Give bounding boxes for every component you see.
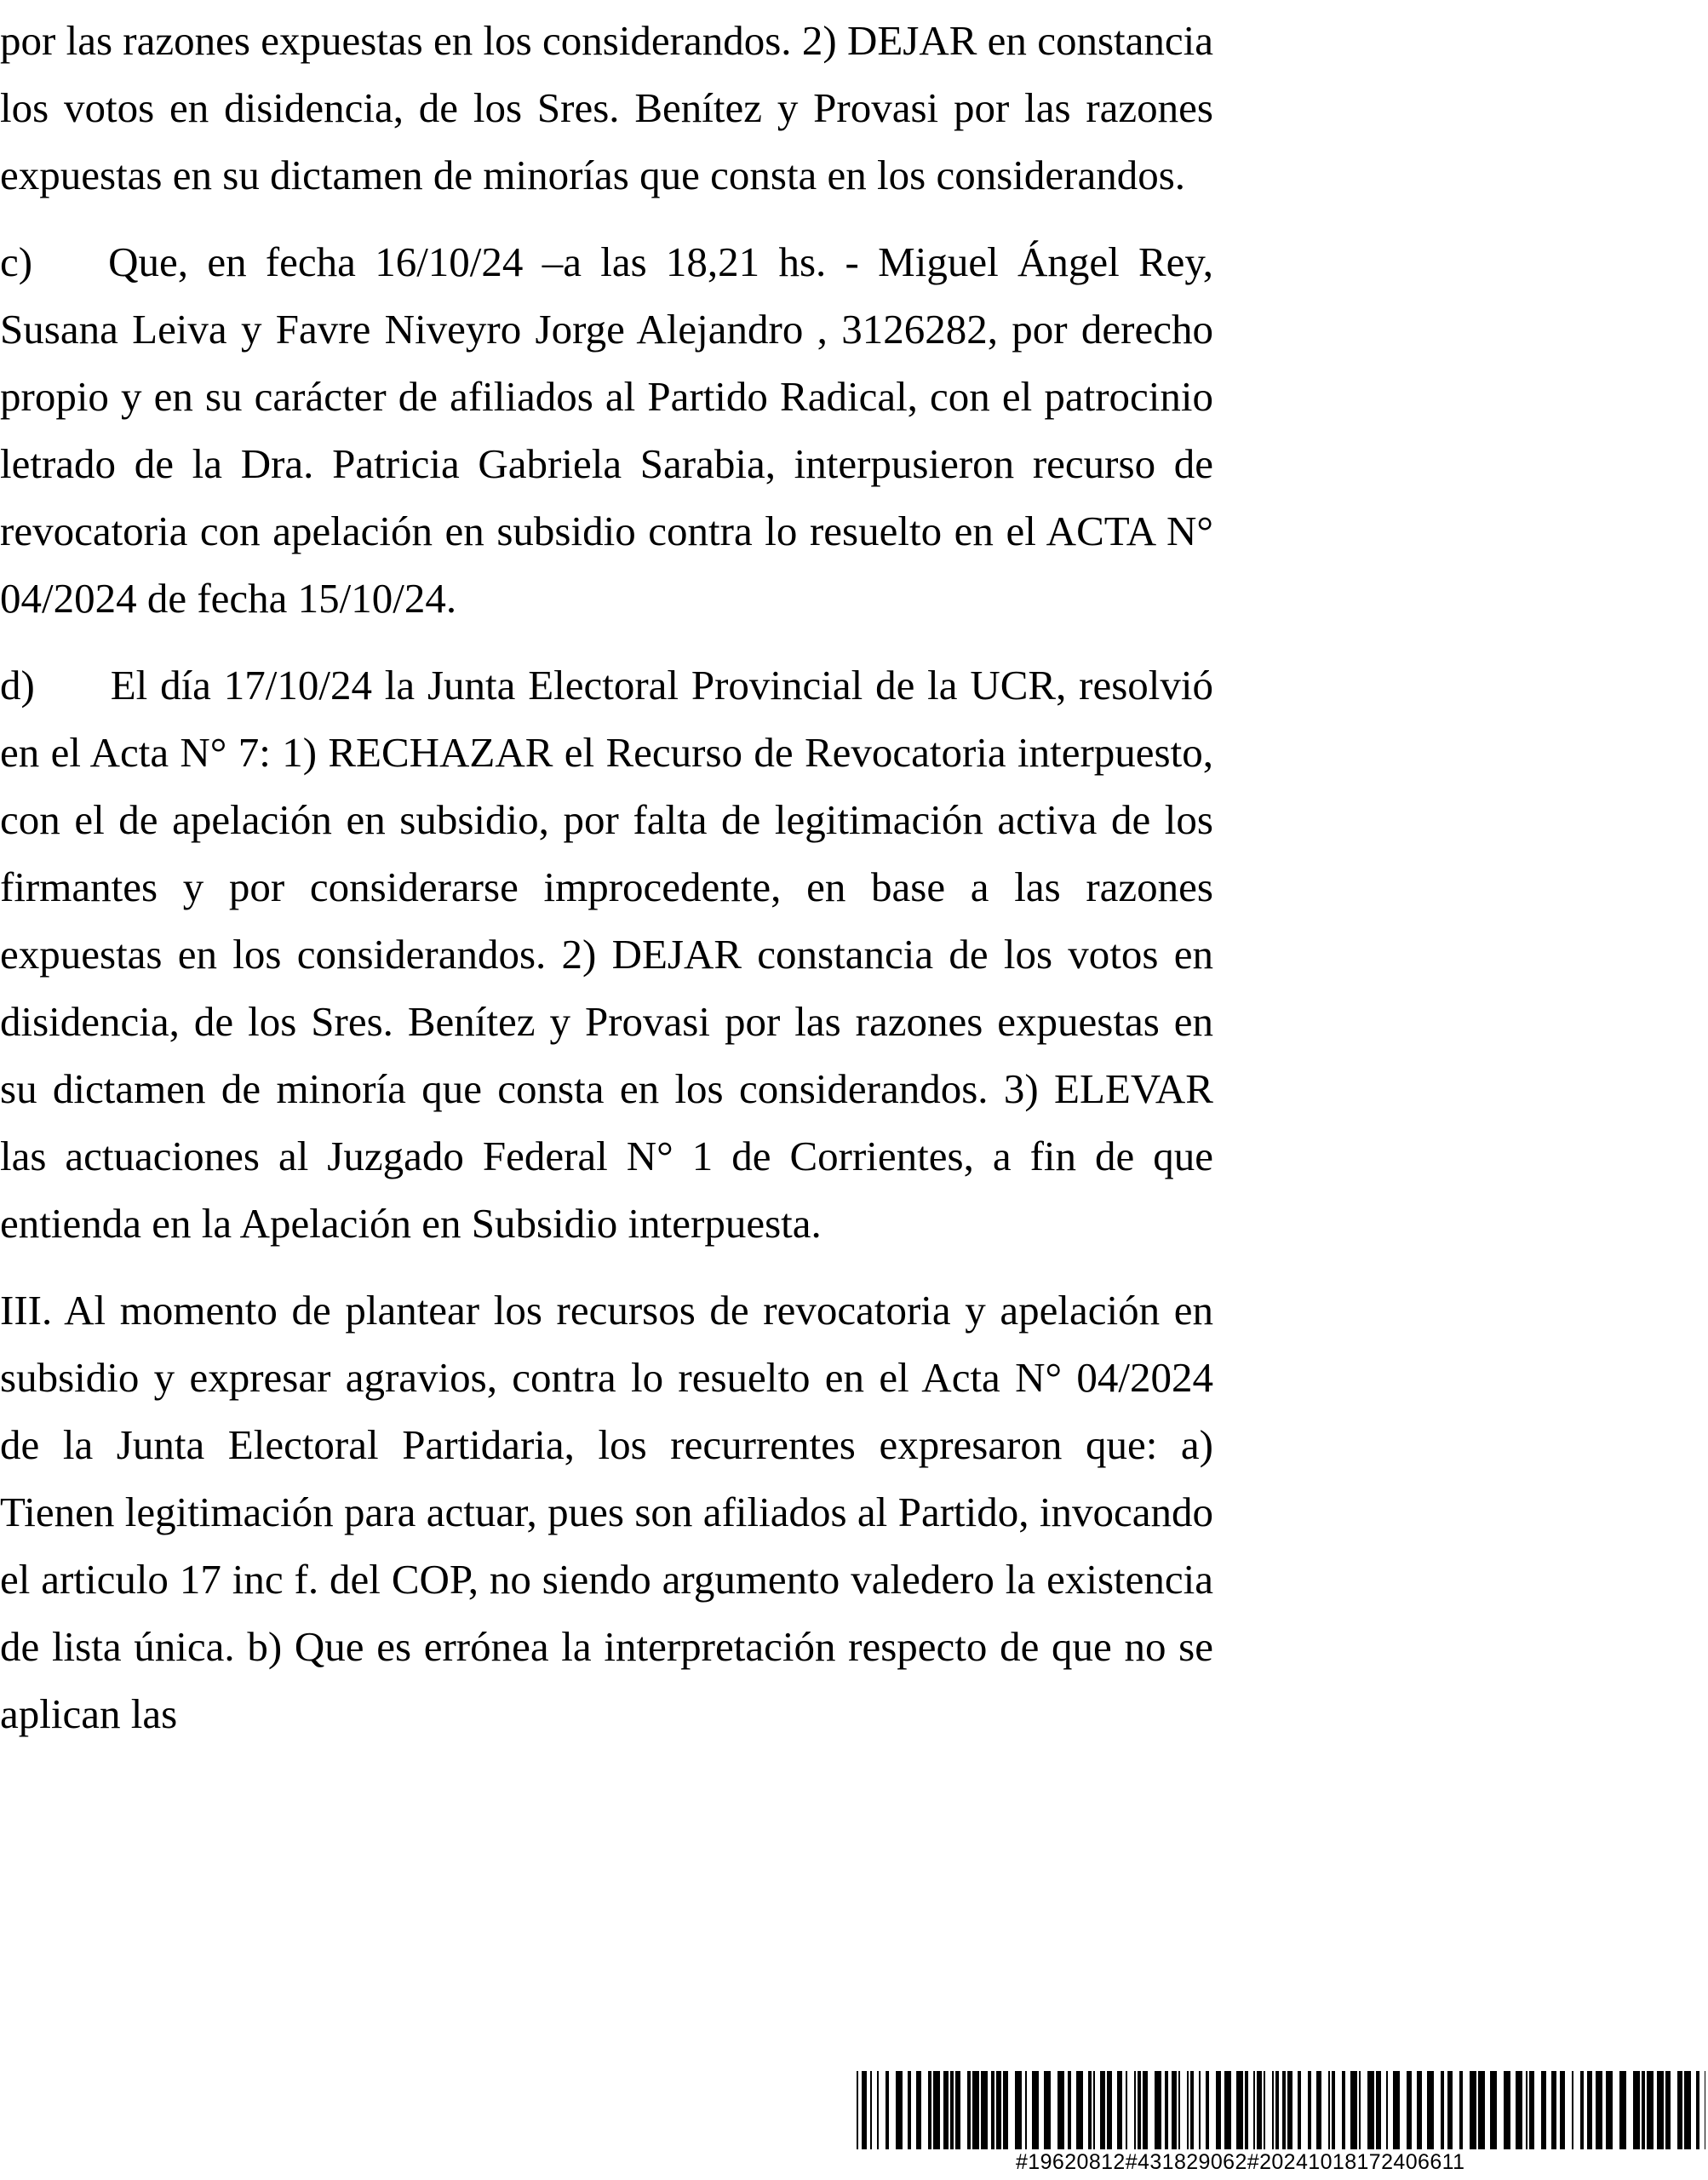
document-barcode <box>854 2071 1708 2180</box>
paragraph-iii-grievances: III. Al momento de plantear los recursos de revocatoria y apelación en subsidio y expresar agravios, contra lo resuelto en el Acta N° 04/2024 de la Junta Electoral Partidaria, los recurrentes expresaron que: a) Tienen legitimación para actuar, pues son afiliados al Partido, invocando el articulo 17 inc f. del COP, no siendo argumento valedero la existencia de lista única. b) Que es errónea la interpretación respecto de que no se aplican las <box>0 1287 1213 1737</box>
barcode-icon <box>854 2071 1708 2149</box>
paragraph-d-electoral-board-ruling: d) El día 17/10/24 la Junta Electoral Provincial de la UCR, resolvió en el Acta N° 7: 1) RECHAZAR el Recurso de Revocatoria interpuesto, con el de apelación en subsidio, por falta de legitimación activa de los firmantes y por considerarse improcedente, en base a las razones expuestas en los considerandos. 2) DEJAR constancia de los votos en disidencia, de los Sres. Benítez y Provasi por las razones expuestas en su dictamen de minoría que consta en los considerandos. 3) ELEVAR las actuaciones al Juzgado Federal N° 1 de Corrientes, a fin de que entienda en la Apelación en Subsidio interpuesta. <box>0 662 1213 1247</box>
barcode-number: #19620812#431829062#20241018172406611 <box>1016 2150 1465 2174</box>
document-body <box>0 7 1213 1747</box>
paragraph-c-revocation-appeal: c) Que, en fecha 16/10/24 –a las 18,21 hs. - Miguel Ángel Rey, Susana Leiva y Favre Niveyro Jorge Alejandro , 3126282, por derecho propio y en su carácter de afiliados al Partido Radical, con el patrocinio letrado de la Dra. Patricia Gabriela Sarabia, interpusieron recurso de revocatoria con apelación en subsidio contra lo resuelto en el ACTA N° 04/2024 de fecha 15/10/24. <box>0 238 1213 622</box>
paragraph-resolution-continued: por las razones expuestas en los considerandos. 2) DEJAR en constancia los votos en disidencia, de los Sres. Benítez y Provasi por las razones expuestas en su dictamen de minorías que consta en los considerandos. <box>0 17 1213 198</box>
